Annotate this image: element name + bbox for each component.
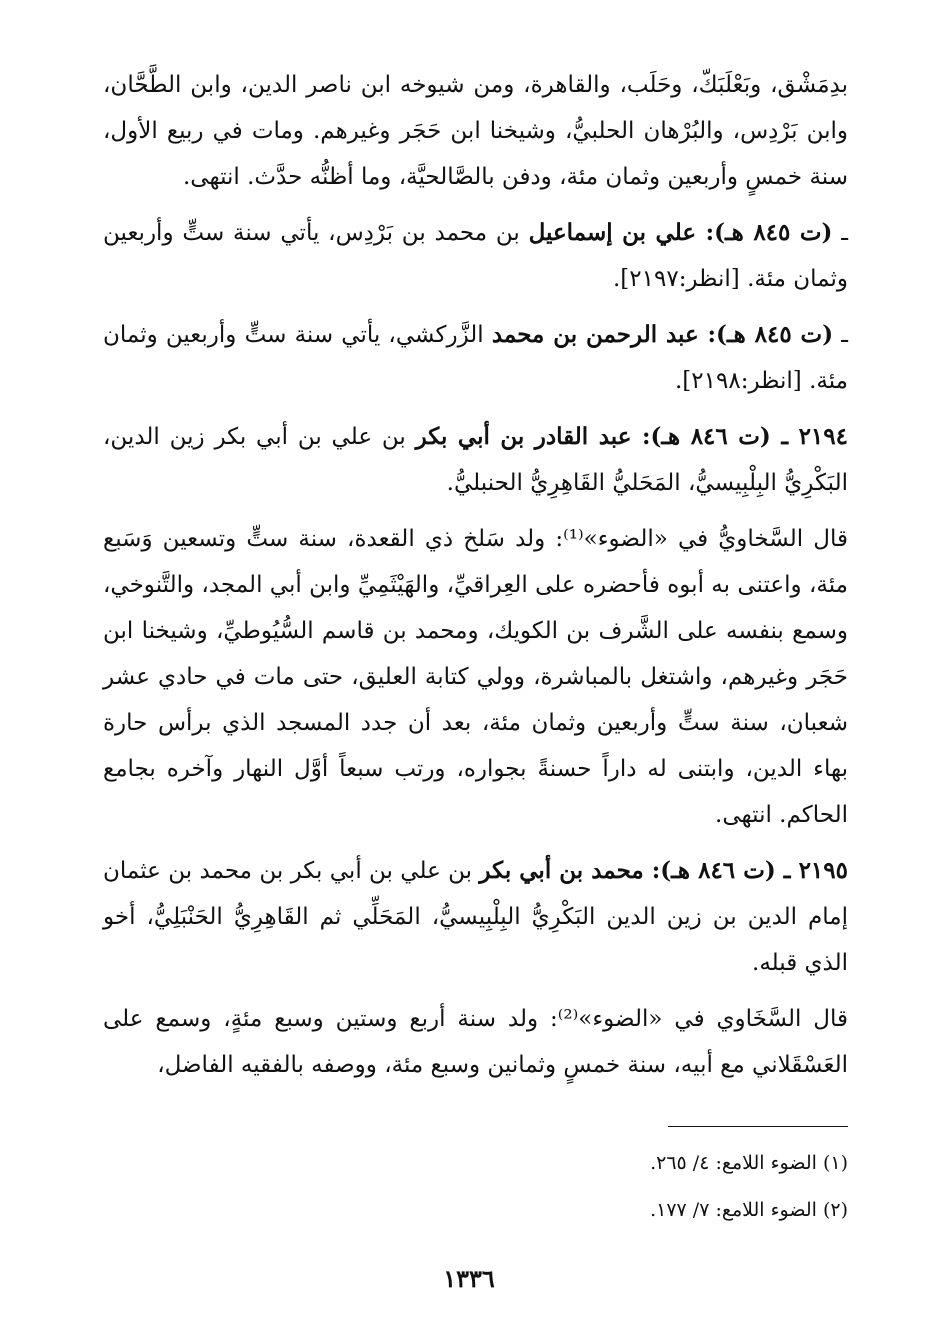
entry-text: بن محمد بن بَرْدِس، يأتي سنة ستٍّ وأربعين وثمان مئة. [انظر:٢١٩٧].: [103, 220, 848, 292]
spacer: [103, 404, 848, 414]
entry-text: بن علي بن أبي بكر بن محمد بن عثمان إمام الدين بن زين الدين البَكْرِيُّ البِلْبِيسيُّ، المَحَلِّي ثم القَاهِرِيُّ الحَنْبَلِيُّ، أخو الذي قبله.: [103, 858, 848, 976]
footnote-1: (١) الضوء اللامع: ٤/ ٢٦٥.: [650, 1152, 848, 1174]
entry-2195: [103, 848, 848, 986]
footnote-2: (٢) الضوء اللامع: ٧/ ١٧٧.: [650, 1199, 848, 1221]
entry-heading: (ت ٨٤٦ هـ): عبد القادر بن أبي بكر: [415, 423, 771, 450]
spacer: [103, 986, 848, 996]
spacer: [103, 838, 848, 848]
paragraph-continuation: بدِمَشْق، وبَعْلَبَكّ، وحَلَب، والقاهرة، ومن شيوخه ابن ناصر الدين، وابن الطَّحَّان، وابن بَرْدِس، والبُرْهان الحلبيُّ، وشيخنا ابن حَجَر وغيرهم. ومات في ربيع الأول، سنة خمسٍ وأربعين وثمان مئة، ودفن بالصَّالحيَّة، وما أظنُّه حدَّث. انتهى.: [103, 72, 848, 190]
entry-text: الزَّركشي، يأتي سنة ستٍّ وأربعين وثمان مئة. [انظر:٢١٩٨].: [103, 322, 848, 394]
entry-number: ٢١٩٤ ـ: [770, 423, 848, 450]
quote-sakhawi-1: قال السَّخاويُّ في «الضوء»⁽¹⁾: ولد سَلخ ذي القعدة، سنة ستٍّ وتسعين وَسَبع مئة، واعتنى به أبوه فأحضره على العِراقيِّ، والهَيْثَمِيِّ وابن أبي المجد، والتَّنوخي، وسمع بنفسه على الشَّرف بن الكويك، ومحمد بن قاسم السُّيُوطيِّ، وشيخنا ابن حَجَر وغيرهم، واشتغل بالمباشرة، وولي كتابة العليق، حتى مات في حادي عشر شعبان، سنة ستٍّ وأربعين وثمان مئة، بعد أن جدد المسجد الذي برأس حارة بهاء الدين، وابتنى له داراً حسنةً بجواره، ورتب سبعاً أوَّل النهار وآخره بجامع الحاكم. انتهى.: [103, 526, 848, 828]
entry-prefix: ـ: [832, 220, 848, 246]
spacer: [103, 302, 848, 312]
page-body: [103, 62, 848, 1088]
spacer: [103, 506, 848, 516]
spacer: [103, 200, 848, 210]
entry-heading: (ت ٨٤٦ هـ): محمد بن أبي بكر: [479, 857, 776, 884]
entry-text: بن علي بن أبي بكر زين الدين، البَكْرِيُّ البِلْبِيسيُّ، المَحَليُّ القَاهِرِيُّ الحنبليُّ.: [103, 424, 848, 496]
entry-heading: (ت ٨٤٥ هـ): علي بن إسماعيل: [528, 219, 833, 246]
footnote-divider: [668, 1126, 848, 1127]
entry-number: ٢١٩٥ ـ: [775, 857, 848, 884]
entry-ali-bin-ismail: [103, 210, 848, 302]
quote-sakhawi-2: قال السَّخَاوي في «الضوء»⁽²⁾: ولد سنة أربع وستين وسبع مئةٍ، وسمع على العَسْقَلاني مع أبيه، سنة خمسٍ وثمانين وسبع مئة، ووصفه بالفقيه الفاضل،: [103, 1006, 848, 1078]
entry-2194: [103, 414, 848, 506]
entry-abdulrahman-bin-muhammad: [103, 312, 848, 404]
page-number: ١٣٣٦: [443, 1264, 495, 1293]
entry-heading: (ت ٨٤٥ هـ): عبد الرحمن بن محمد: [491, 321, 834, 348]
entry-prefix: ـ: [833, 322, 848, 348]
